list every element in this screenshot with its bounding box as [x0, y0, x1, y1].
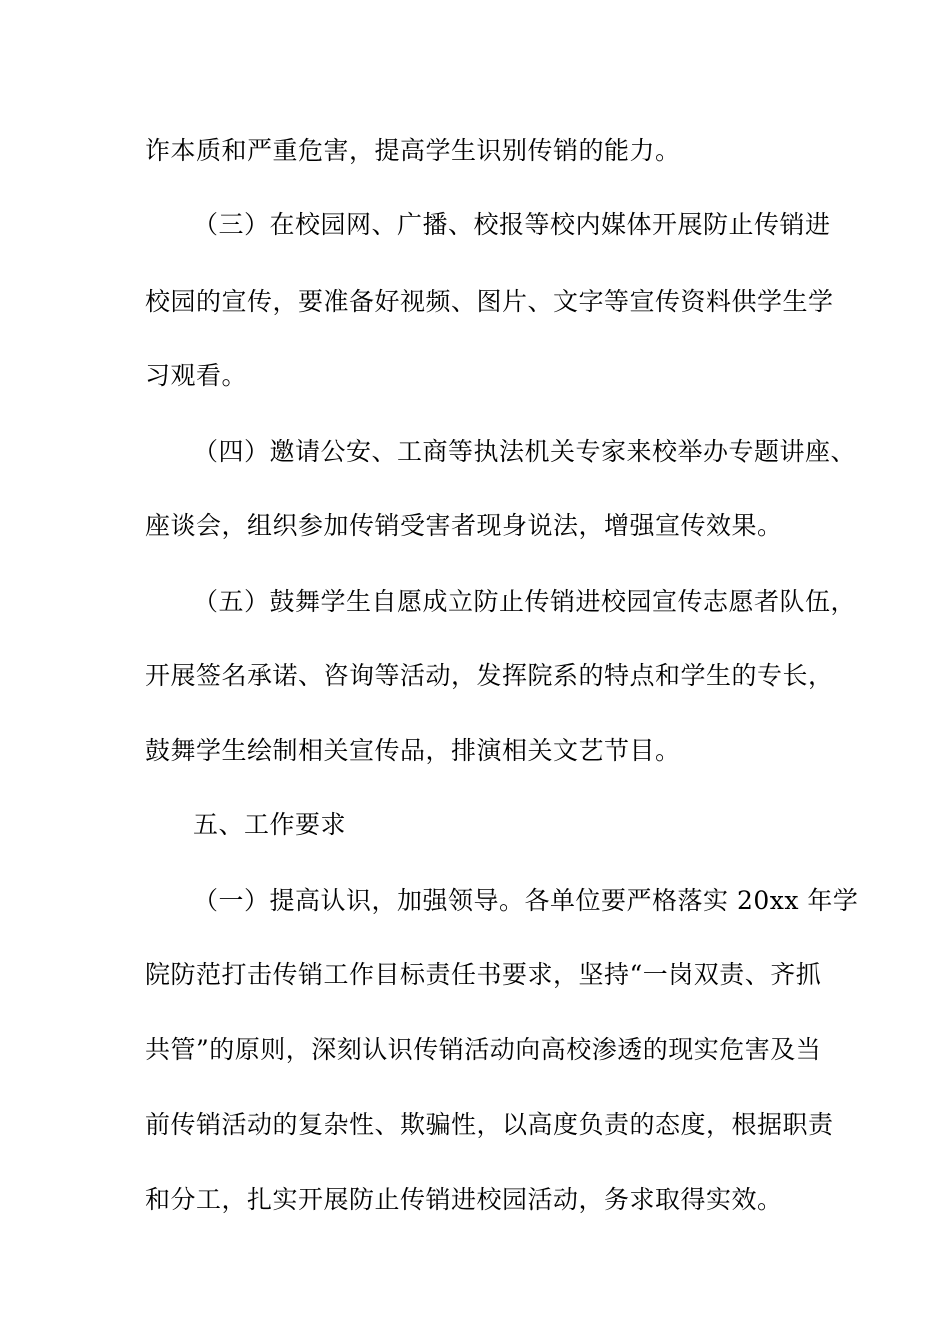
text-line: （五）鼓舞学生自愿成立防止传销进校园宣传志愿者队伍， [193, 587, 857, 616]
text-line: 前传销活动的复杂性、欺骗性，以高度负责的态度，根据职责 [145, 1110, 834, 1139]
text-line: 座谈会，组织参加传销受害者现身说法，增强宣传效果。 [145, 511, 783, 540]
text-line: 习观看。 [145, 361, 248, 390]
text-line: （一）提高认识，加强领导。各单位要严格落实 20xx 年学 [193, 886, 859, 915]
text-line: 校园的宣传，要准备好视频、图片、文字等宣传资料供学生学 [145, 287, 834, 316]
text-line: （三）在校园网、广播、校报等校内媒体开展防止传销进 [193, 210, 831, 239]
text-line: 诈本质和严重危害，提高学生识别传销的能力。 [145, 136, 681, 165]
text-line: 鼓舞学生绘制相关宣传品，排演相关文艺节目。 [145, 736, 681, 765]
section-heading: 五、工作要求 [193, 810, 347, 839]
text-line: 和分工，扎实开展防止传销进校园活动，务求取得实效。 [145, 1185, 783, 1214]
text-line: 院防范打击传销工作目标责任书要求，坚持“一岗双责、齐抓 [145, 960, 822, 989]
text-line: 共管”的原则，深刻认识传销活动向高校渗透的现实危害及当 [145, 1035, 822, 1064]
text-line: 开展签名承诺、咨询等活动，发挥院系的特点和学生的专长， [145, 661, 834, 690]
text-line: （四）邀请公安、工商等执法机关专家来校举办专题讲座、 [193, 437, 857, 466]
